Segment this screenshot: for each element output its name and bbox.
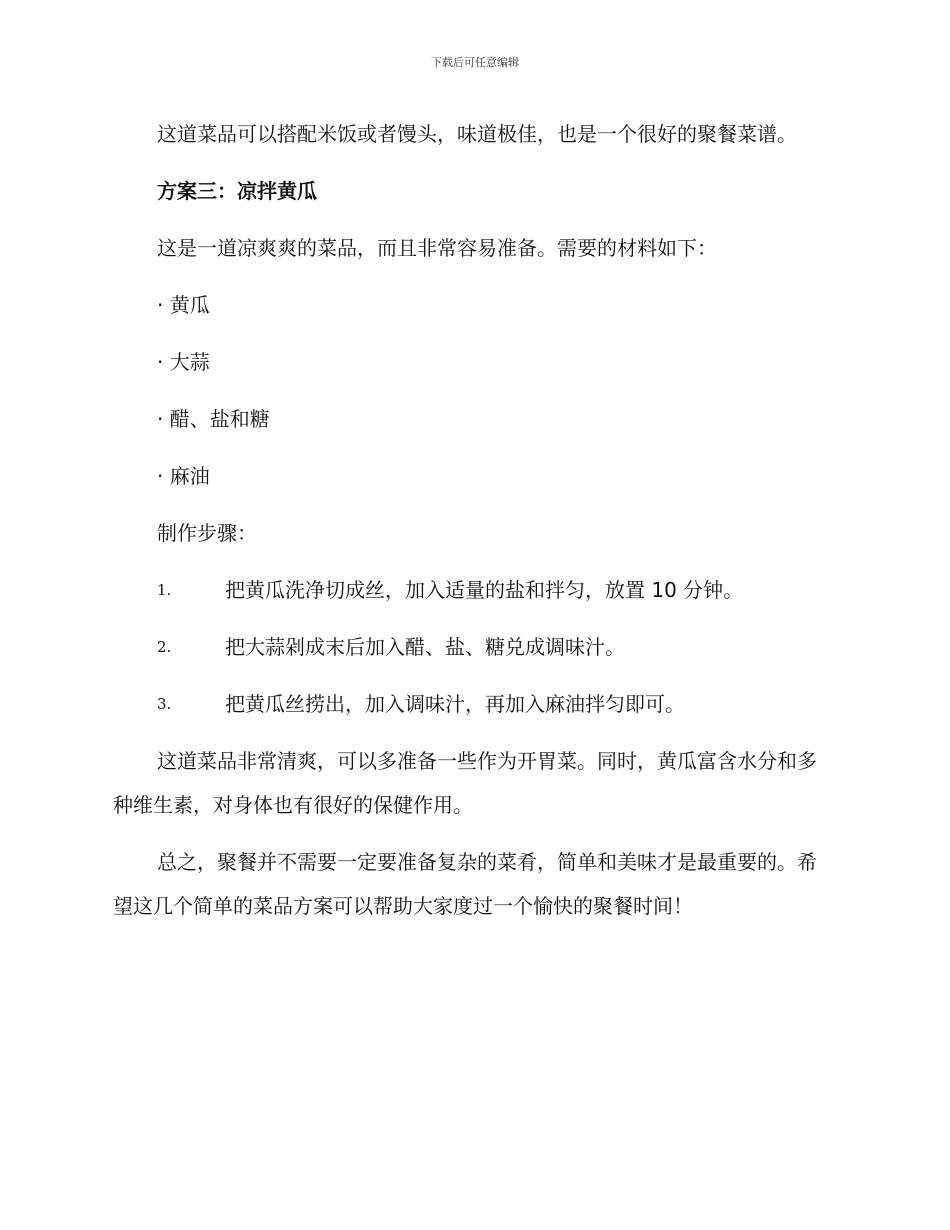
ingredient-item: · 大蒜	[157, 350, 210, 374]
steps-title: 制作步骤：	[157, 521, 257, 545]
document-body	[113, 112, 833, 941]
step-text: 把黄瓜丝捞出，加入调味汁，再加入麻油拌匀即可。	[225, 692, 685, 716]
step-item	[113, 625, 833, 669]
step-text: 把黄瓜洗净切成丝，加入适量的盐和拌匀，放置 10 分钟。	[225, 578, 744, 602]
ingredient-item: · 黄瓜	[157, 293, 210, 317]
step-number: 3.	[157, 695, 172, 713]
step-item	[113, 568, 833, 612]
page-header: 下载后可任意编辑	[431, 56, 519, 69]
step-number: 2.	[157, 638, 172, 656]
step-text: 把大蒜剁成末后加入醋、盐、糖兑成调味汁。	[225, 635, 625, 659]
step-number: 1.	[157, 581, 172, 599]
note-paragraph: 这道菜品非常清爽，可以多准备一些作为开胃菜。同时，黄瓜富含水分和多种维生素，对身体也有很好的保健作用。	[113, 749, 817, 817]
section-title: 方案三：凉拌黄瓜	[157, 179, 317, 203]
step-item	[113, 682, 833, 726]
ingredient-item: · 醋、盐和糖	[157, 407, 270, 431]
ingredient-item: · 麻油	[157, 464, 210, 488]
intro-paragraph: 这道菜品可以搭配米饭或者馒头，味道极佳，也是一个很好的聚餐菜谱。	[157, 122, 797, 146]
conclusion-paragraph: 总之，聚餐并不需要一定要准备复杂的菜肴，简单和美味才是最重要的。希望这几个简单的菜品方案可以帮助大家度过一个愉快的聚餐时间！	[113, 850, 817, 918]
description-paragraph: 这是一道凉爽爽的菜品，而且非常容易准备。需要的材料如下：	[157, 236, 717, 260]
